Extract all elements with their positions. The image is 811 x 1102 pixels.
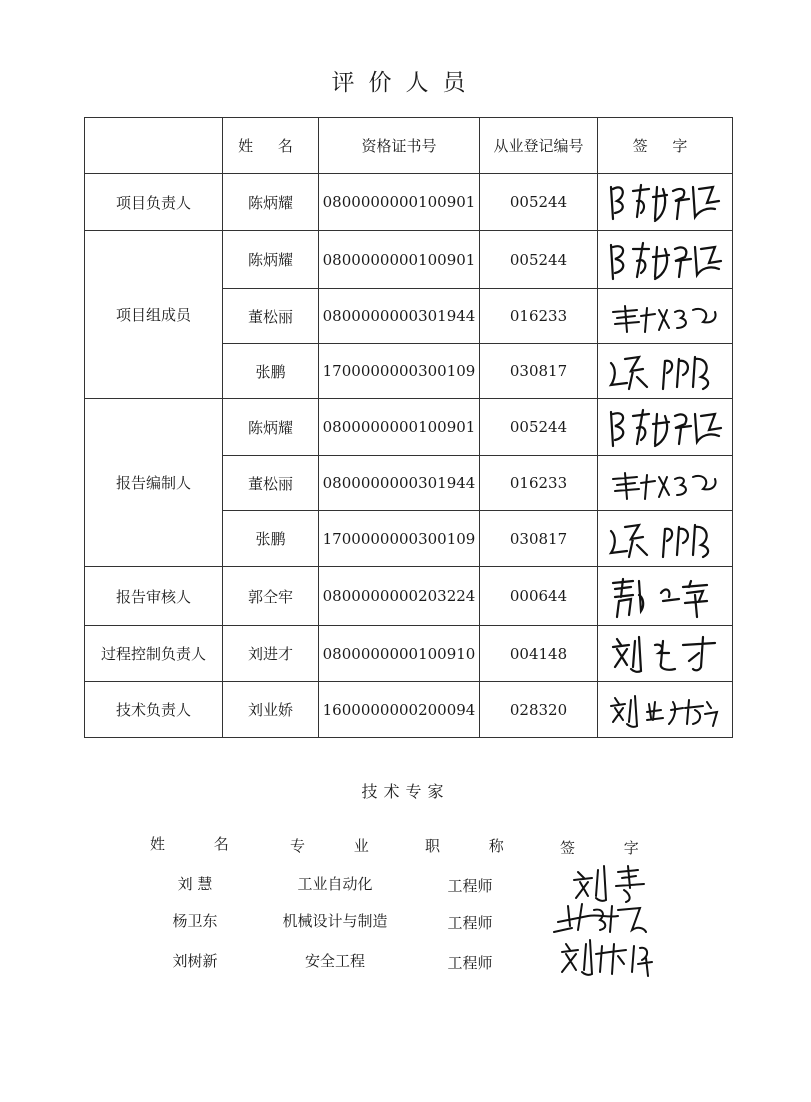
role-cell: 报告审核人	[85, 567, 223, 626]
experts-header-sign: 签 字	[560, 839, 661, 857]
table-header-row	[85, 118, 733, 174]
cert-cell: 0800000000203224	[319, 567, 480, 626]
signature-cell	[598, 456, 733, 511]
role-cell: 过程控制负责人	[85, 626, 223, 682]
signature-cell	[598, 231, 733, 289]
reg-cell: 005244	[480, 174, 598, 231]
expert-name: 刘 慧	[177, 875, 213, 893]
reg-cell: 005244	[480, 231, 598, 289]
cert-cell: 0800000000100901	[319, 399, 480, 456]
page-title: 评价人员	[331, 70, 480, 96]
cert-cell: 1600000000200094	[319, 682, 480, 738]
experts-heading: 技术专家	[361, 782, 450, 801]
name-cell: 郭仝牢	[223, 567, 319, 626]
expert-title: 工程师	[447, 877, 493, 895]
expert-major: 机械设计与制造	[282, 912, 388, 930]
reg-cell: 000644	[480, 567, 598, 626]
signature-cell	[598, 511, 733, 567]
handwritten-signature	[603, 177, 728, 227]
expert-title: 工程师	[447, 914, 493, 932]
name-cell: 张鹏	[223, 344, 319, 399]
table-row	[85, 626, 733, 682]
handwritten-signature	[603, 688, 728, 732]
handwritten-signature	[603, 631, 728, 677]
cert-cell: 0800000000100901	[319, 231, 480, 289]
header-role	[85, 118, 223, 174]
name-cell: 陈炳耀	[223, 174, 319, 231]
expert-major: 工业自动化	[297, 875, 373, 893]
header-sign: 签 字	[598, 118, 733, 174]
experts-header-title: 职 称	[425, 837, 526, 855]
signature-cell	[598, 399, 733, 456]
header-name: 姓 名	[223, 118, 319, 174]
handwritten-signature	[603, 235, 728, 285]
reg-cell: 016233	[480, 456, 598, 511]
table-row	[85, 567, 733, 626]
expert-name: 杨卫东	[172, 912, 218, 930]
signature-cell	[598, 344, 733, 399]
name-cell: 刘进才	[223, 626, 319, 682]
name-cell: 张鹏	[223, 511, 319, 567]
reg-cell: 016233	[480, 289, 598, 344]
name-cell: 董松丽	[223, 289, 319, 344]
expert-signatures	[548, 860, 678, 985]
table-row	[85, 399, 733, 456]
evaluation-personnel-table	[84, 117, 733, 738]
header-cert: 资格证书号	[319, 118, 480, 174]
expert-name: 刘树新	[172, 952, 218, 970]
name-cell: 刘业娇	[223, 682, 319, 738]
role-cell: 项目负责人	[85, 174, 223, 231]
cert-cell: 0800000000100910	[319, 626, 480, 682]
header-reg: 从业登记编号	[480, 118, 598, 174]
handwritten-signature	[603, 296, 728, 336]
handwritten-signature	[603, 517, 728, 561]
signature-cell	[598, 682, 733, 738]
cert-cell: 0800000000301944	[319, 456, 480, 511]
reg-cell: 004148	[480, 626, 598, 682]
signature-cell	[598, 174, 733, 231]
reg-cell: 028320	[480, 682, 598, 738]
signature-cell	[598, 289, 733, 344]
experts-header-name: 姓 名	[150, 835, 251, 853]
signature-cell	[598, 567, 733, 626]
table-row	[85, 682, 733, 738]
cert-cell: 0800000000301944	[319, 289, 480, 344]
role-cell: 技术负责人	[85, 682, 223, 738]
cert-cell: 0800000000100901	[319, 174, 480, 231]
reg-cell: 005244	[480, 399, 598, 456]
handwritten-signature	[603, 571, 728, 621]
table-row	[85, 174, 733, 231]
cert-cell: 1700000000300109	[319, 344, 480, 399]
expert-major: 安全工程	[304, 952, 365, 970]
signature-cell	[598, 626, 733, 682]
table-row	[85, 231, 733, 289]
handwritten-signature	[603, 349, 728, 393]
reg-cell: 030817	[480, 344, 598, 399]
role-cell: 报告编制人	[85, 399, 223, 567]
handwritten-signature	[603, 402, 728, 452]
expert-title: 工程师	[447, 954, 493, 972]
experts-header-major: 专 业	[290, 837, 391, 855]
role-cell: 项目组成员	[85, 231, 223, 399]
name-cell: 陈炳耀	[223, 231, 319, 289]
reg-cell: 030817	[480, 511, 598, 567]
name-cell: 陈炳耀	[223, 399, 319, 456]
name-cell: 董松丽	[223, 456, 319, 511]
cert-cell: 1700000000300109	[319, 511, 480, 567]
handwritten-signature	[603, 463, 728, 503]
